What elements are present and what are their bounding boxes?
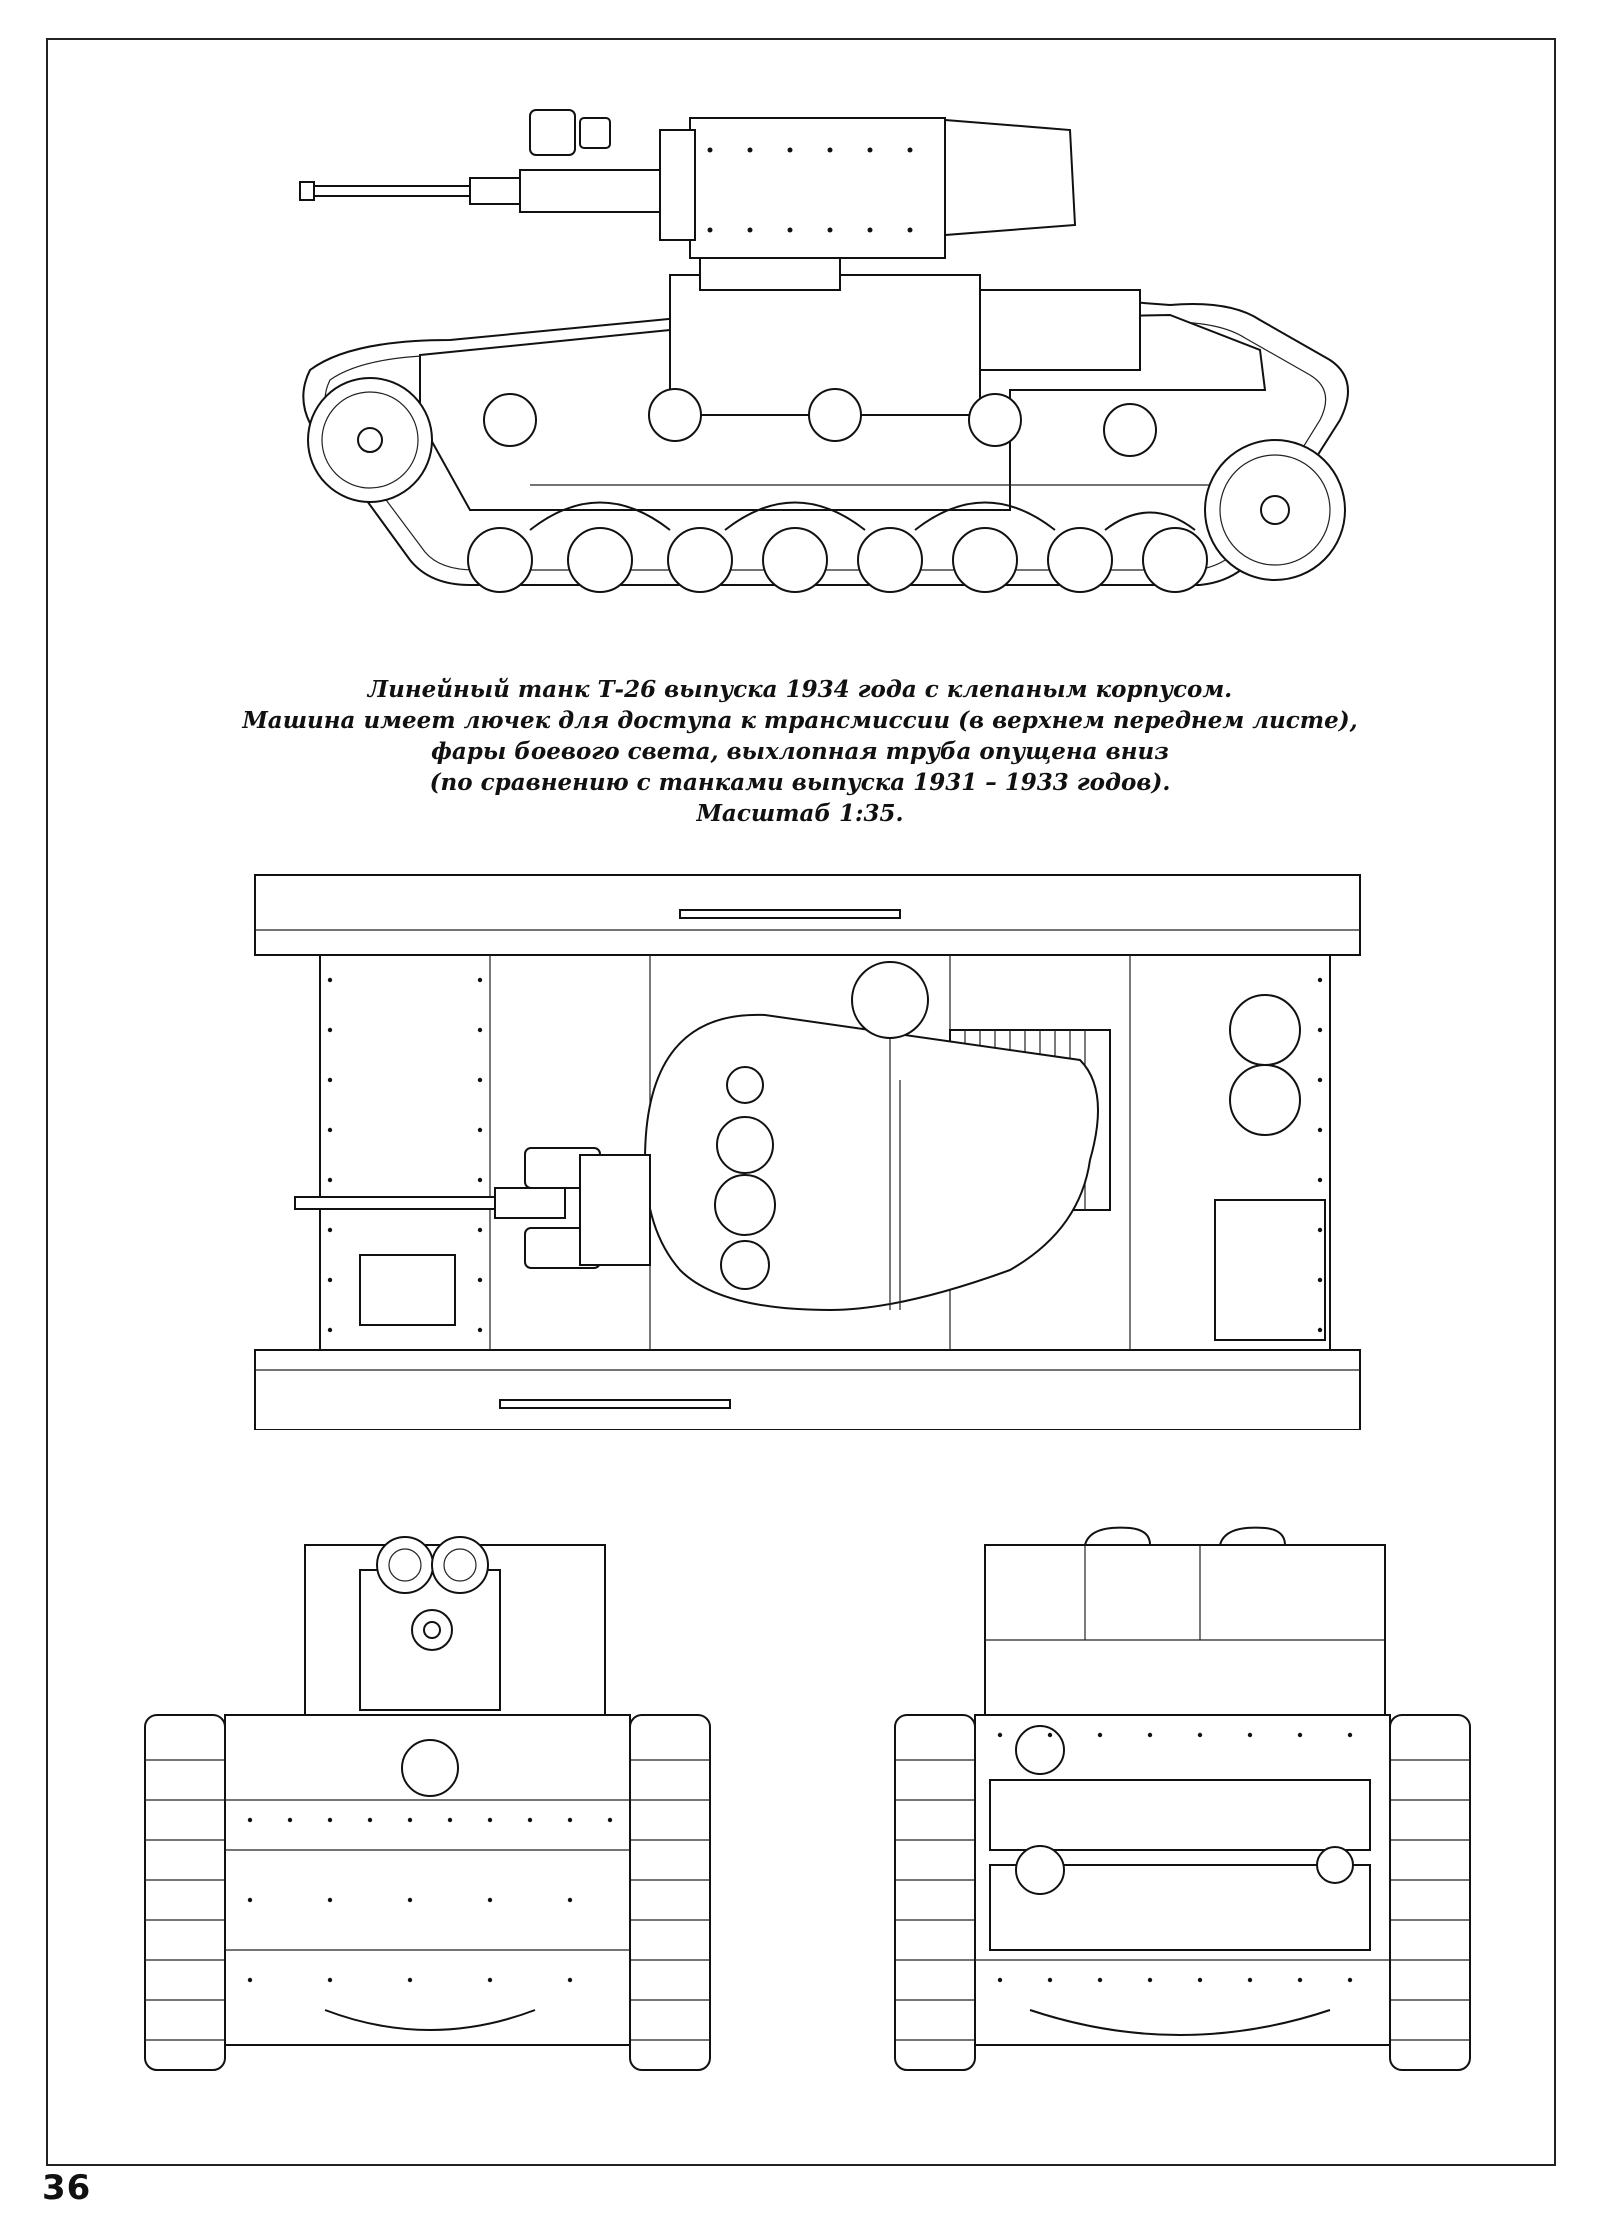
hatch-icon: [727, 1067, 763, 1103]
track-bottom: [255, 1350, 1360, 1430]
top-view-drawing: [250, 870, 1370, 1430]
caption-line-1: Линейный танк Т-26 выпуска 1934 года с клепаным корпусом.: [367, 676, 1233, 703]
caption-line-2: Машина имеет лючек для доступа к трансмиссии (в верхнем переднем листе),: [242, 707, 1358, 734]
caption: [200, 674, 1400, 829]
turret: [690, 118, 945, 258]
front-view-drawing: [140, 1520, 730, 2080]
turret-rear: [945, 120, 1075, 235]
caption-line-3: фары боевого света, выхлопная труба опущена вниз: [431, 738, 1169, 765]
turret-ring: [700, 255, 840, 290]
gun-mount: [520, 170, 660, 212]
side-view-drawing: [270, 90, 1380, 650]
searchlight-icon: [377, 1537, 433, 1593]
page-number: 36: [42, 2168, 92, 2208]
caption-line-5: Масштаб 1:35.: [696, 800, 904, 827]
track-right-rear: [1390, 1715, 1470, 2070]
searchlight-icon: [432, 1537, 488, 1593]
track-left-rear: [895, 1715, 975, 2070]
mantlet: [660, 130, 695, 240]
hull-hatch-icon: [852, 962, 928, 1038]
turret-rear-face: [985, 1545, 1385, 1715]
rear-view-drawing: [890, 1520, 1480, 2080]
searchlight-icon: [530, 110, 575, 155]
exhaust-icon: [1016, 1726, 1064, 1774]
track-left-front: [145, 1715, 225, 2070]
caption-line-4: (по сравнению с танками выпуска 1931 – 1933 годов).: [429, 769, 1171, 796]
track-right-front: [630, 1715, 710, 2070]
engine-deck: [980, 290, 1140, 370]
main-gun-top: [295, 1197, 495, 1209]
